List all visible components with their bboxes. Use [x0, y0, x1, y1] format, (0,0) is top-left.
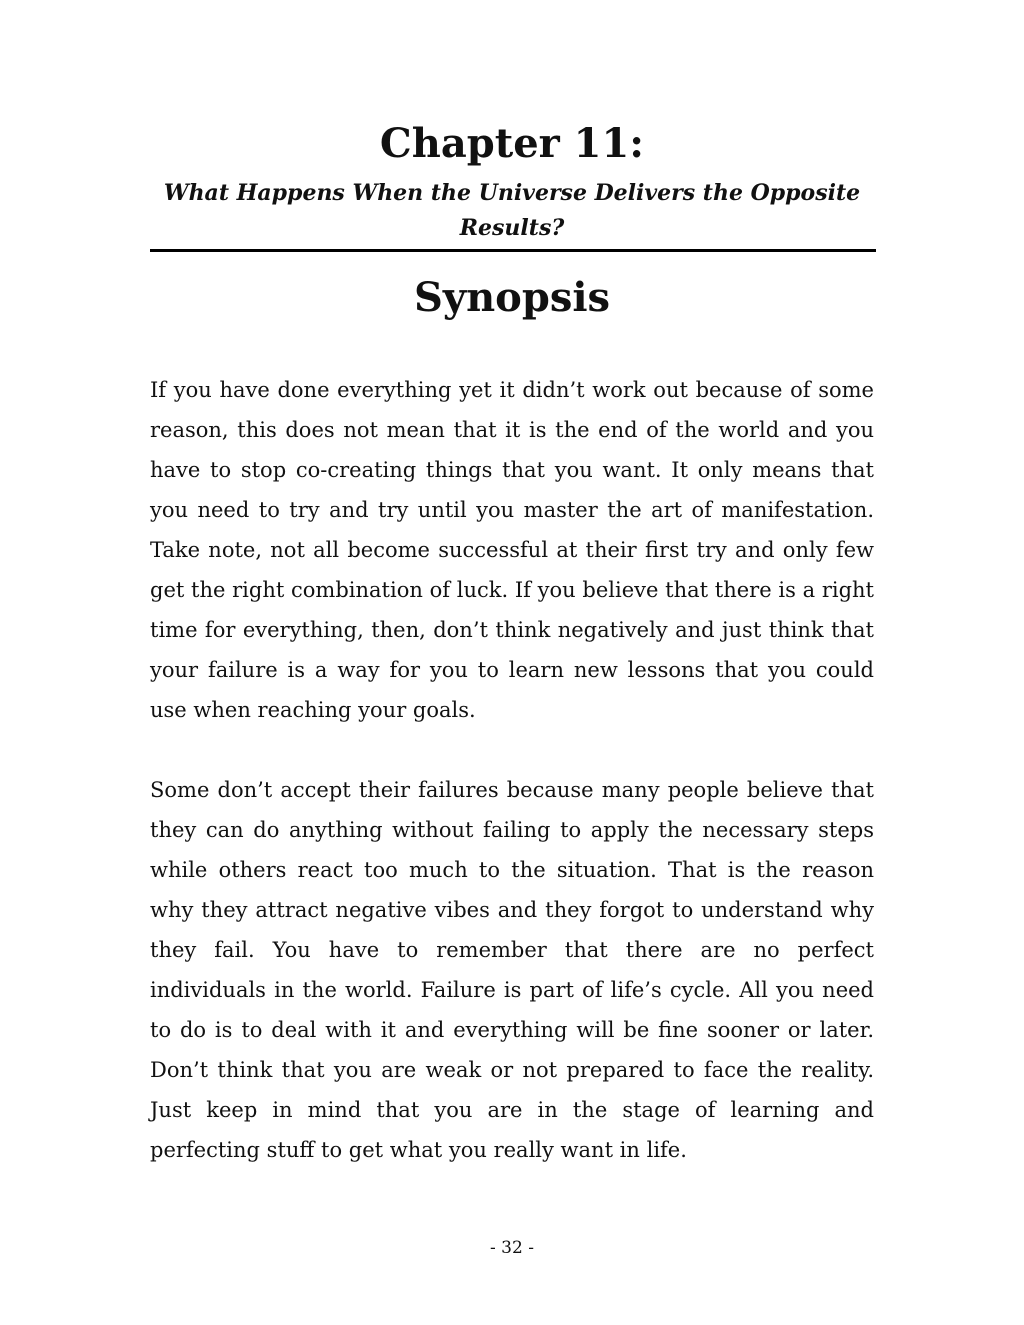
- section-title: Synopsis: [413, 274, 611, 321]
- document-page: [150, 0, 874, 1325]
- body-paragraph: If you have done everything yet it didn’t work out because of some reason, this does not mean that it is the end of the world and you have to stop co-creating things that you want. It only means that you need to try and try until you master the art of manifestation. Take note, not all become successful at their first try and only few get the right combination of luck. If you believe that there is a right time for everything, then, don’t think negatively and just think that your failure is a way for you to learn new lessons that you could use when reaching your goals.: [150, 378, 874, 722]
- body-paragraph: Some don’t accept their failures because many people believe that they can do anything without failing to apply the necessary steps while others react too much to the situation. That is the reason why they attract negative vibes and they forgot to understand why they fail. You have to remember that there are no perfect individuals in the world. Failure is part of life’s cycle. All you need to do is to deal with it and everything will be fine sooner or later. Don’t think that you are weak or not prepared to face the reality. Just keep in mind that you are in the stage of learning and perfecting stuff to get what you really want in life.: [150, 778, 874, 1162]
- chapter-title: Chapter 11:: [379, 120, 645, 167]
- title-divider: [150, 249, 876, 252]
- chapter-subtitle: What Happens When the Universe Delivers the Opposite Results?: [163, 180, 861, 241]
- page-number: - 32 -: [490, 1238, 534, 1258]
